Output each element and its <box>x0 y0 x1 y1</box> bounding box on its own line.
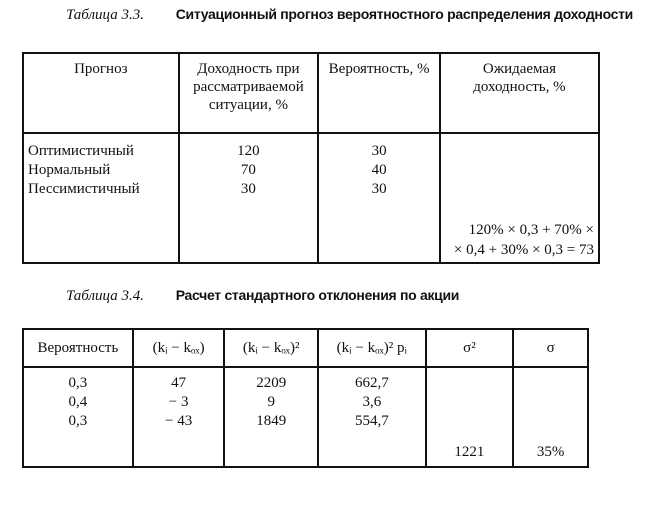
header-sigma: σ <box>513 329 588 367</box>
probability-cell: 0,3 <box>68 413 88 429</box>
probability-cell: 30 <box>371 181 387 197</box>
forecast-cell: Нормальный <box>28 162 111 178</box>
table1-caption-number: Таблица 3.3. <box>66 7 144 23</box>
forecast-cell: Оптимистичный <box>28 143 134 159</box>
forecast-table-body-row <box>23 133 599 263</box>
return-cell: 120 <box>237 143 260 159</box>
weighted-deviation-column <box>318 367 426 467</box>
header-return-line: Доходность при <box>197 61 300 77</box>
deviation-cell: − 3 <box>168 394 189 410</box>
deviation-squared-cell: 2209 <box>256 375 287 391</box>
header-weighted-deviation: (kᵢ − kₒₓ)² pᵢ <box>318 329 426 367</box>
return-column <box>179 133 319 263</box>
probability-column <box>23 367 133 467</box>
sigma-cell: 35% <box>513 367 588 467</box>
formula-line: × 0,4 + 30% × 0,3 = 73 <box>453 242 594 258</box>
header-probability: Вероятность <box>23 329 133 367</box>
deviation-squared-cell: 9 <box>267 394 275 410</box>
probability-cell: 0,4 <box>68 394 88 410</box>
std-dev-table-header-row <box>23 329 588 367</box>
weighted-deviation-cell: 3,6 <box>362 394 382 410</box>
probability-cell: 40 <box>371 162 387 178</box>
header-expected-line: Ожидаемая <box>482 61 556 77</box>
forecast-table <box>22 52 600 264</box>
weighted-deviation-cell: 554,7 <box>354 413 389 429</box>
weighted-deviation-cell: 662,7 <box>354 375 389 391</box>
header-deviation-squared: (kᵢ − kₒₓ)² <box>224 329 318 367</box>
probability-cell: 30 <box>371 143 387 159</box>
std-dev-table-body-row <box>23 367 588 467</box>
table2-caption-title: Расчет стандартного отклонения по акции <box>175 287 460 303</box>
table1-caption-title: Ситуационный прогноз вероятностного распределения доходности <box>175 6 633 22</box>
table1-caption <box>66 6 633 24</box>
table2-caption-number: Таблица 3.4. <box>66 288 144 304</box>
header-deviation: (kᵢ − kₒₓ) <box>133 329 225 367</box>
return-cell: 70 <box>240 162 256 178</box>
forecast-column <box>23 133 179 263</box>
deviation-cell: − 43 <box>165 413 193 429</box>
variance-cell: 1221 <box>426 367 514 467</box>
std-dev-table <box>22 328 589 468</box>
probability-cell: 0,3 <box>68 375 88 391</box>
return-cell: 30 <box>240 181 256 197</box>
probability-column <box>318 133 440 263</box>
header-forecast: Прогноз <box>23 53 179 133</box>
header-return <box>179 53 319 133</box>
forecast-table-header-row <box>23 53 599 133</box>
deviation-squared-cell: 1849 <box>256 413 287 429</box>
header-return-line: ситуации, % <box>208 97 288 113</box>
header-expected-return <box>440 53 599 133</box>
deviation-squared-column <box>224 367 318 467</box>
header-expected-line: доходность, % <box>473 79 566 95</box>
header-probability: Вероятность, % <box>318 53 440 133</box>
table2-caption <box>66 287 459 305</box>
header-variance: σ² <box>426 329 514 367</box>
expected-return-formula <box>440 133 599 263</box>
deviation-column <box>133 367 225 467</box>
forecast-cell: Пессимистичный <box>28 181 140 197</box>
formula-line: 120% × 0,3 + 70% × <box>468 222 594 238</box>
header-return-line: рассматриваемой <box>193 79 304 95</box>
deviation-cell: 47 <box>171 375 187 391</box>
